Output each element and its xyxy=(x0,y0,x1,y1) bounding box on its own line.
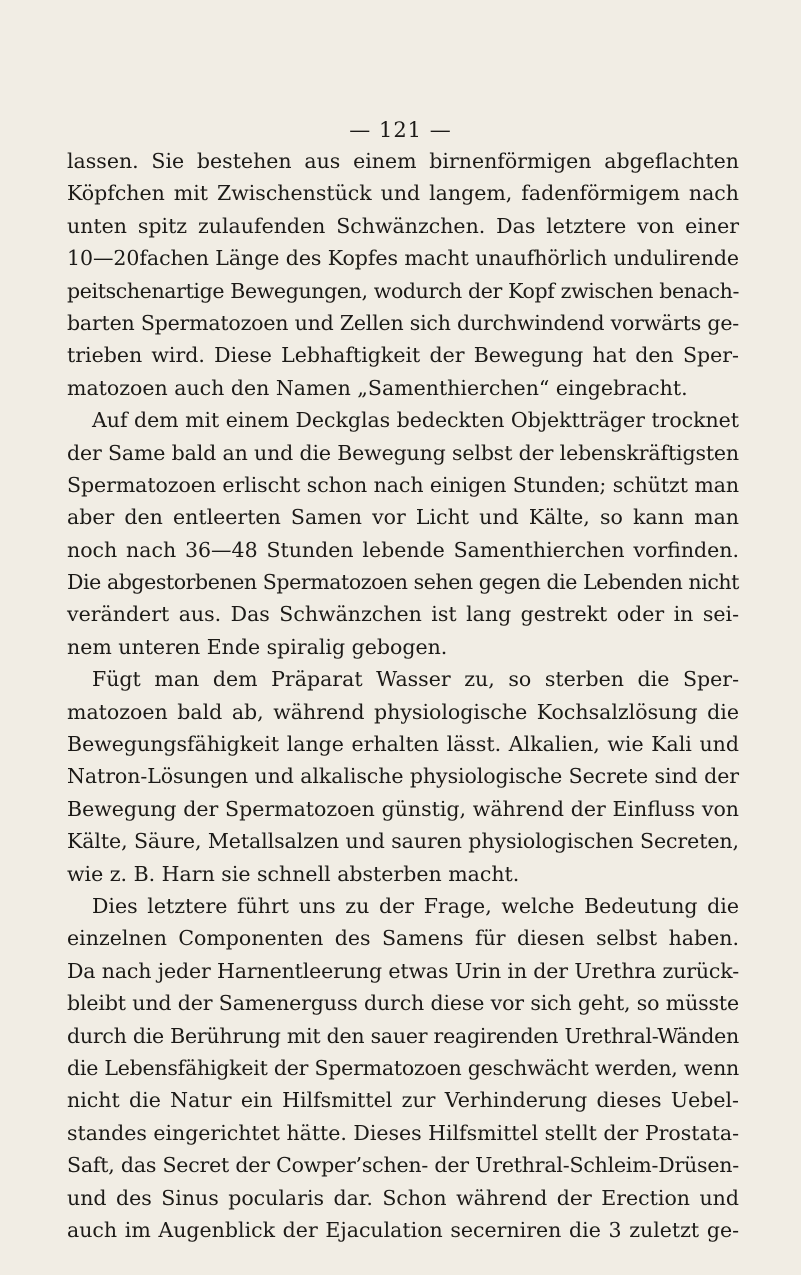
text-line: einzelnen Componenten des Samens für diesen selbst haben. xyxy=(67,926,739,951)
text-line: bleibt und der Samenerguss durch diese vor sich geht, so müsste xyxy=(67,991,739,1016)
paragraph-2 xyxy=(67,404,739,663)
paragraph-1 xyxy=(67,145,739,404)
text-line: Köpfchen mit Zwischenstück und langem, fadenförmigem nach xyxy=(67,181,739,206)
text-line: barten Spermatozoen und Zellen sich durchwindend vorwärts ge- xyxy=(67,310,740,335)
text-line: Bewegungsfähigkeit lange erhalten lässt. Alkalien, wie Kali und xyxy=(67,732,739,757)
text-line: peitschenartige Bewegungen, wodurch der Kopf zwischen benach- xyxy=(67,278,740,303)
text-line: lassen. Sie bestehen aus einem birnenförmigen abgeflachten xyxy=(67,149,739,173)
text-line: nicht die Natur ein Hilfsmittel zur Verhinderung dieses Uebel- xyxy=(67,1088,739,1113)
text-line: matozoen bald ab, während physiologische Kochsalzlösung die xyxy=(67,699,739,724)
text-line: nem unteren Ende spiralig gebogen. xyxy=(67,634,448,659)
text-line: matozoen auch den Namen „Samenthierchen“ eingebracht. xyxy=(67,375,688,400)
text-line: Fügt man dem Präparat Wasser zu, so sterben die Sper- xyxy=(92,667,739,692)
body-text xyxy=(67,145,739,1246)
text-line: auch im Augenblick der Ejaculation secerniren die 3 zuletzt ge- xyxy=(67,1217,739,1242)
text-line: 10—20fachen Länge des Kopfes macht unaufhörlich undulirende xyxy=(67,246,739,271)
paragraph-4 xyxy=(67,890,739,1246)
text-line: Auf dem mit einem Deckglas bedeckten Objektträger trocknet xyxy=(92,408,739,433)
text-line: Natron-Lösungen und alkalische physiologische Secrete sind der xyxy=(67,764,739,789)
text-line: durch die Berührung mit den sauer reagirenden Urethral-Wänden xyxy=(67,1023,739,1048)
text-line: Bewegung der Spermatozoen günstig, während der Einfluss von xyxy=(67,796,739,821)
text-line: trieben wird. Diese Lebhaftigkeit der Bewegung hat den Sper- xyxy=(67,343,739,368)
text-line: die Lebensfähigkeit der Spermatozoen geschwächt werden, wenn xyxy=(67,1055,739,1080)
text-line: unten spitz zulaufenden Schwänzchen. Das letztere von einer xyxy=(67,213,739,238)
text-line: noch nach 36—48 Stunden lebende Samenthierchen vorfinden. xyxy=(67,537,739,562)
page-number: — 121 — xyxy=(349,118,452,142)
text-line: Da nach jeder Harnentleerung etwas Urin in der Urethra zurück- xyxy=(67,958,739,983)
text-line: der Same bald an und die Bewegung selbst der lebenskräftigsten xyxy=(67,440,739,465)
text-line: Dies letztere führt uns zu der Frage, welche Bedeutung die xyxy=(92,893,739,918)
text-line: Kälte, Säure, Metallsalzen und sauren physiologischen Secreten, xyxy=(67,829,739,854)
text-line: standes eingerichtet hätte. Dieses Hilfsmittel stellt der Prostata- xyxy=(67,1120,739,1145)
text-line: Saft, das Secret der Cowper’schen- der Urethral-Schleim-Drüsen- xyxy=(67,1153,740,1178)
text-line: und des Sinus pocularis dar. Schon während der Erection und xyxy=(67,1185,739,1210)
text-line: Die abgestorbenen Spermatozoen sehen gegen die Lebenden nicht xyxy=(67,570,739,595)
text-line: Spermatozoen erlischt schon nach einigen Stunden; schützt man xyxy=(67,472,739,497)
text-line: aber den entleerten Samen vor Licht und Kälte, so kann man xyxy=(67,505,739,530)
text-line: wie z. B. Harn sie schnell absterben macht. xyxy=(67,861,520,886)
text-line: verändert aus. Das Schwänzchen ist lang gestrekt oder in sei- xyxy=(67,602,739,627)
paragraph-3 xyxy=(67,663,739,890)
